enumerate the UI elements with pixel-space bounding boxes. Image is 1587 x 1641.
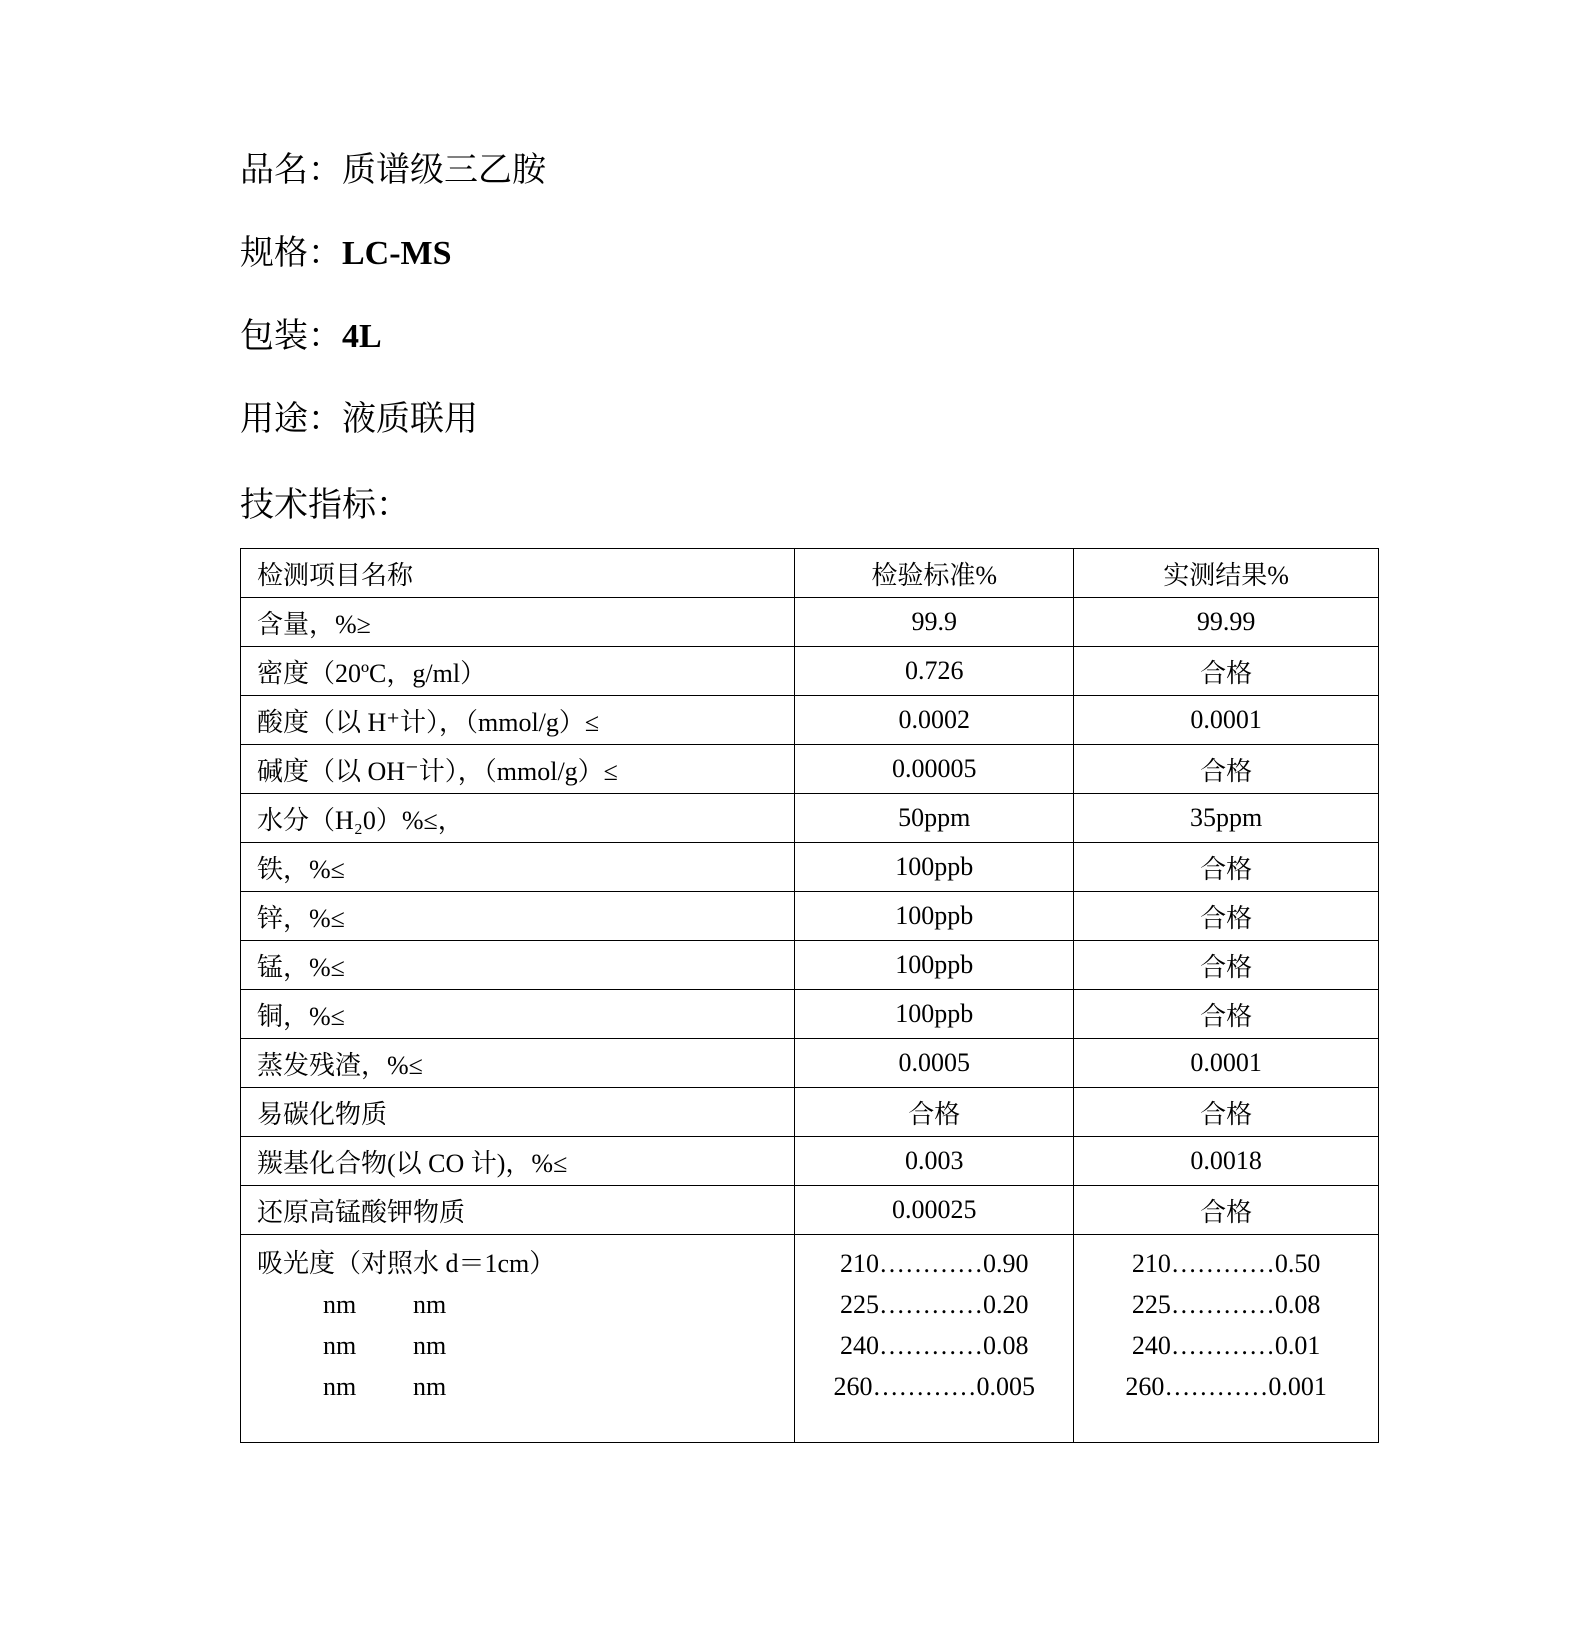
table-row [241, 990, 1379, 1039]
row-item-name: 铜，%≤ [241, 990, 795, 1039]
table-row [241, 647, 1379, 696]
row-item-name: 含量，%≥ [241, 598, 795, 647]
row-item-name: 还原高锰酸钾物质 [241, 1186, 795, 1235]
column-header-standard: 检验标准% [795, 549, 1074, 598]
row-result-value: 合格 [1074, 647, 1379, 696]
absorbance-value: 240…………0.08 [840, 1331, 1029, 1360]
info-usage [240, 399, 546, 482]
table-row [241, 745, 1379, 794]
row-standard-value: 0.00005 [795, 745, 1074, 794]
absorbance-value: 210…………0.90 [840, 1249, 1029, 1278]
row-standard-value: 0.726 [795, 647, 1074, 696]
row-standard-value: 0.0002 [795, 696, 1074, 745]
absorbance-label: 吸光度（对照水 d＝1cm） [257, 1249, 556, 1278]
row-item-name: 酸度（以 H⁺计），（mmol/g）≤ [241, 696, 795, 745]
row-item-name: 碱度（以 OH⁻计），（mmol/g）≤ [241, 745, 795, 794]
absorbance-value: 210…………0.50 [1131, 1249, 1321, 1278]
row-item-name: 锌，%≤ [241, 892, 795, 941]
table-row [241, 843, 1379, 892]
absorbance-value: 260…………0.005 [833, 1372, 1035, 1401]
row-standard-value: 100ppb [795, 843, 1074, 892]
absorbance-value: 225…………0.08 [1131, 1290, 1321, 1319]
row-standard-value: 100ppb [795, 990, 1074, 1039]
row-standard-value: 0.0005 [795, 1039, 1074, 1088]
info-product-name [240, 150, 546, 233]
nm-unit: nm [413, 1290, 447, 1319]
column-header-item: 检测项目名称 [241, 549, 795, 598]
table-row [241, 1088, 1379, 1137]
info-label: 用途： [240, 399, 342, 439]
info-value: 液质联用 [342, 401, 478, 438]
nm-unit: nm [323, 1331, 357, 1360]
table-row [241, 941, 1379, 990]
table-row [241, 794, 1379, 843]
info-value: LC-MS [342, 235, 452, 272]
row-result-value: 0.0001 [1074, 1039, 1379, 1088]
info-value: 质谱级三乙胺 [342, 152, 546, 189]
row-standard-value: 99.9 [795, 598, 1074, 647]
row-standard-value: 50ppm [795, 794, 1074, 843]
info-label: 规格： [240, 233, 342, 273]
absorbance-standard [795, 1235, 1074, 1443]
product-info [240, 150, 546, 482]
absorbance-result [1074, 1235, 1379, 1443]
info-specification [240, 233, 546, 316]
row-item-name: 羰基化合物(以 CO 计)，%≤ [241, 1137, 795, 1186]
row-item-name: 水分（H₂0）%≤， [241, 794, 795, 843]
row-result-value: 99.99 [1074, 598, 1379, 647]
table-row [241, 1186, 1379, 1235]
table-row [241, 892, 1379, 941]
table-row [241, 598, 1379, 647]
absorbance-value: 260…………0.001 [1125, 1372, 1327, 1401]
column-header-result: 实测结果% [1074, 549, 1379, 598]
row-result-value: 合格 [1074, 1088, 1379, 1137]
row-result-value: 合格 [1074, 990, 1379, 1039]
nm-unit-line [257, 1366, 778, 1407]
row-result-value: 0.0018 [1074, 1137, 1379, 1186]
table-row [241, 1137, 1379, 1186]
spec-title: 技术指标： [240, 485, 410, 525]
nm-unit: nm [323, 1372, 357, 1401]
table-header-row [241, 549, 1379, 598]
info-label: 品名： [240, 150, 342, 190]
row-item-name [241, 1235, 795, 1443]
row-item-name: 蒸发残渣，%≤ [241, 1039, 795, 1088]
absorbance-value: 225…………0.20 [840, 1290, 1029, 1319]
info-packaging [240, 316, 546, 399]
row-result-value: 合格 [1074, 892, 1379, 941]
row-result-value: 合格 [1074, 843, 1379, 892]
row-item-name: 易碳化物质 [241, 1088, 795, 1137]
absorbance-value: 240…………0.01 [1131, 1331, 1321, 1360]
row-result-value: 35ppm [1074, 794, 1379, 843]
info-value: 4L [342, 318, 382, 355]
row-item-name: 密度（20ºC，g/ml） [241, 647, 795, 696]
nm-unit-line [257, 1325, 778, 1366]
row-result-value: 合格 [1074, 941, 1379, 990]
nm-unit-line [257, 1284, 778, 1325]
table-row [241, 696, 1379, 745]
row-standard-value: 100ppb [795, 892, 1074, 941]
row-standard-value: 0.003 [795, 1137, 1074, 1186]
row-standard-value: 合格 [795, 1088, 1074, 1137]
row-item-name: 锰，%≤ [241, 941, 795, 990]
row-result-value: 合格 [1074, 1186, 1379, 1235]
row-result-value: 0.0001 [1074, 696, 1379, 745]
table-row [241, 1039, 1379, 1088]
nm-unit: nm [413, 1372, 447, 1401]
row-standard-value: 0.00025 [795, 1186, 1074, 1235]
info-label: 包装： [240, 316, 342, 356]
spec-table [240, 548, 1379, 1443]
row-item-name: 铁，%≤ [241, 843, 795, 892]
row-standard-value: 100ppb [795, 941, 1074, 990]
row-result-value: 合格 [1074, 745, 1379, 794]
nm-unit: nm [323, 1290, 357, 1319]
nm-unit: nm [413, 1331, 447, 1360]
table-row-absorbance [241, 1235, 1379, 1443]
